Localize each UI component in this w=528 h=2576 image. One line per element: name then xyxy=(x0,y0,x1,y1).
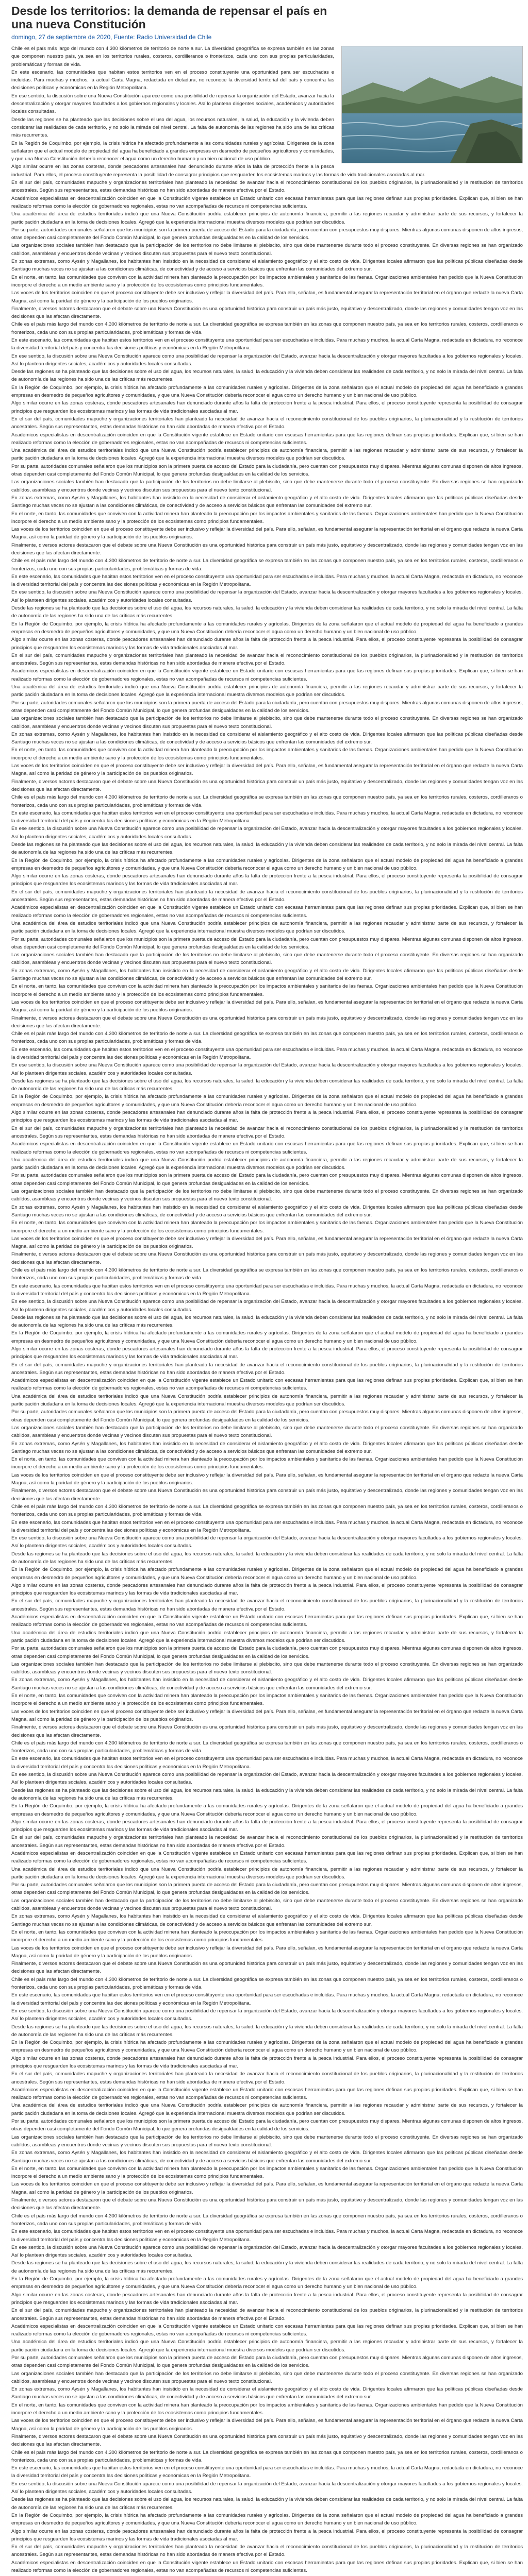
article-paragraph: En la Región de Coquimbo, por ejemplo, la crisis hídrica ha afectado profundamente a las comunidades rurales y agrícolas. Dirigentes de la zona señalaron que el actual modelo de propiedad del agua ha beneficiado a grandes empresas en desmedro de pequeños agricultores y comunidades, y que una Nueva Constitución debería reconocer el agua como un derecho humano y un bien nacional de uso público. xyxy=(11,621,523,635)
article-paragraph: Desde las regiones se ha planteado que las decisiones sobre el uso del agua, los recursos naturales, la salud, la educación y la vivienda deben considerar las realidades de cada territorio, y no solo la mirada del nivel central. La falta de autonomía de las regiones ha sido una de las críticas más recurrentes. xyxy=(11,2260,523,2274)
article-paragraph: En zonas extremas, como Aysén y Magallanes, los habitantes han insistido en la necesidad de considerar el aislamiento geográfico y el alto costo de vida. Dirigentes locales afirmaron que las políticas públicas diseñadas desde Santiago muchas veces no se ajustan a las condiciones climáticas, de conectividad y de acceso a servicios básicos que enfrentan las comunidades del extremo sur. xyxy=(11,968,523,982)
article-paragraph: Algo similar ocurre en las zonas costeras, donde pescadores artesanales han denunciado durante años la falta de protección frente a la pesca industrial. Para ellos, el proceso constituyente representa la posibilidad de consagrar principios que resguarden los ecosistemas marinos y las formas de vida tradicionales asociadas al mar. xyxy=(11,873,523,887)
article-paragraph: En la Región de Coquimbo, por ejemplo, la crisis hídrica ha afectado profundamente a las comunidades rurales y agrícolas. Dirigentes de la zona señalaron que el actual modelo de propiedad del agua ha beneficiado a grandes empresas en desmedro de pequeños agricultores y comunidades, y que una Nueva Constitución debería reconocer el agua como un derecho humano y un bien nacional de uso público. xyxy=(11,1567,523,1581)
article-paragraph: En la Región de Coquimbo, por ejemplo, la crisis hídrica ha afectado profundamente a las comunidades rurales y agrícolas. Dirigentes de la zona señalaron que el actual modelo de propiedad del agua ha beneficiado a grandes empresas en desmedro de pequeños agricultores y comunidades, y que una Nueva Constitución debería reconocer el agua como un derecho humano y un bien nacional de uso público. xyxy=(11,384,523,399)
article-paragraph: Desde las regiones se ha planteado que las decisiones sobre el uso del agua, los recursos naturales, la salud, la educación y la vivienda deben considerar las realidades de cada territorio, y no solo la mirada del nivel central. La falta de autonomía de las regiones ha sido una de las críticas más recurrentes. xyxy=(11,116,334,139)
article-paragraph: En la Región de Coquimbo, por ejemplo, la crisis hídrica ha afectado profundamente a las comunidades rurales y agrícolas. Dirigentes de la zona señalaron que el actual modelo de propiedad del agua ha beneficiado a grandes empresas en desmedro de pequeños agricultores y comunidades, y que una Nueva Constitución debería reconocer el agua como un derecho humano y un bien nacional de uso público. xyxy=(11,2512,523,2527)
article-paragraph: Algo similar ocurre en las zonas costeras, donde pescadores artesanales han denunciado durante años la falta de protección frente a la pesca industrial. Para ellos, el proceso constituyente representa la posibilidad de consagrar principios que resguarden los ecosistemas marinos y las formas de vida tradicionales asociadas al mar. xyxy=(11,1346,523,1360)
article-paragraph: Por su parte, autoridades comunales señalaron que los municipios son la primera puerta de acceso del Estado para la ciudadanía, pero cuentan con presupuestos muy dispares. Mientras algunas comunas disponen de altos ingresos, otras dependen casi completamente del Fondo Común Municipal, lo que genera profundas desigualdades en la calidad de los servicios. xyxy=(11,1882,523,1896)
article-paragraph: Desde las regiones se ha planteado que las decisiones sobre el uso del agua, los recursos naturales, la salud, la educación y la vivienda deben considerar las realidades de cada territorio, y no solo la mirada del nivel central. La falta de autonomía de las regiones ha sido una de las críticas más recurrentes. xyxy=(11,1787,523,1801)
article-paragraph: En el sur del país, comunidades mapuche y organizaciones territoriales han planteado la necesidad de avanzar hacia el reconocimiento constitucional de los pueblos originarios, la plurinacionalidad y la restitución de territorios ancestrales. Según sus representantes, estas demandas históricas no han sido abordadas de manera efectiva por el Estado. xyxy=(11,2308,523,2321)
article-paragraph: Académicos especialistas en descentralización coinciden en que la Constitución vigente establece un Estado unitario con escasas herramientas para que las regiones definan sus propias prioridades. Explican que, si bien se han realizado reformas como la elección de gobernadores regionales, estas no van acompañadas de recursos ni competencias suficientes. xyxy=(11,195,523,209)
article-paragraph: Académicos especialistas en descentralización coinciden en que la Constitución vigente establece un Estado unitario con escasas herramientas para que las regiones definan sus propias prioridades. Explican que, si bien se han realizado reformas como la elección de gobernadores regionales, estas no van acompañadas de recursos ni competencias suficientes. xyxy=(11,2323,523,2337)
article-paragraph: En el norte, en tanto, las comunidades que conviven con la actividad minera han planteado la preocupación por los impactos ambientales y sanitarios de las faenas. Organizaciones ambientales han pedido que la Nueva Constitución incorpore el derecho a un medio ambiente sano y la protección de los ecosistemas como principios fundamentales. xyxy=(11,1220,523,1234)
article-paragraph: En ese sentido, la discusión sobre una Nueva Constitución aparece como una posibilidad de repensar la organización del Estado, avanzar hacia la descentralización y otorgar mayores facultades a los gobiernos regionales y locales. Así lo plantean dirigentes sociales, académicos y autoridades locales consultadas. xyxy=(11,1062,523,1076)
article-paragraph: Desde las regiones se ha planteado que las decisiones sobre el uso del agua, los recursos naturales, la salud, la educación y la vivienda deben considerar las realidades de cada territorio, y no solo la mirada del nivel central. La falta de autonomía de las regiones ha sido una de las críticas más recurrentes. xyxy=(11,1314,523,1329)
article-paragraph: En este escenario, las comunidades que habitan estos territorios ven en el proceso constituyente una oportunidad para ser escuchadas e incluidas. Para muchas y muchos, la actual Carta Magna, redactada en dictadura, no reconoce la diversidad territorial del país y concentra las decisiones políticas y económicas en la Región Metropolitana. xyxy=(11,2229,523,2243)
article-paragraph: Finalmente, diversos actores destacaron que el debate sobre una Nueva Constitución es una oportunidad histórica para construir un país más justo, equitativo y descentralizado, donde las regiones y comunidades tengan voz en las decisiones que las afectan directamente. xyxy=(11,1251,523,1265)
article-paragraph: Por su parte, autoridades comunales señalaron que los municipios son la primera puerta de acceso del Estado para la ciudadanía, pero cuentan con presupuestos muy dispares. Mientras algunas comunas disponen de altos ingresos, otras dependen casi completamente del Fondo Común Municipal, lo que genera profundas desigualdades en la calidad de los servicios. xyxy=(11,2119,523,2132)
article-paragraph: En este escenario, las comunidades que habitan estos territorios ven en el proceso constituyente una oportunidad para ser escuchadas e incluidas. Para muchas y muchos, la actual Carta Magna, redactada en dictadura, no reconoce la diversidad territorial del país y concentra las decisiones políticas y económicas en la Región Metropolitana. xyxy=(11,573,523,588)
article-paragraph: Las organizaciones sociales también han destacado que la participación de los territorios no debe limitarse al plebiscito, sino que debe mantenerse durante todo el proceso constituyente. En diversas regiones se han organizado cabildos, asambleas y encuentros donde vecinas y vecinos discuten sus propuestas para el nuevo texto constitucional. xyxy=(11,1897,523,1912)
article-paragraph: Una académica del área de estudios territoriales indicó que una Nueva Constitución podría establecer principios de autonomía financiera, permitir a las regiones recaudar y administrar parte de sus recursos, y fortalecer la participación ciudadana en la toma de decisiones locales. Agregó que la experiencia internacional muestra diversos modelos que podrían ser discutidos. xyxy=(11,2339,523,2353)
article-paragraph: En zonas extremas, como Aysén y Magallanes, los habitantes han insistido en la necesidad de considerar el aislamiento geográfico y el alto costo de vida. Dirigentes locales afirmaron que las políticas públicas diseñadas desde Santiago muchas veces no se ajustan a las condiciones climáticas, de conectividad y de acceso a servicios básicos que enfrentan las comunidades del extremo sur. xyxy=(11,1913,523,1927)
article-paragraph: En ese sentido, la discusión sobre una Nueva Constitución aparece como una posibilidad de repensar la organización del Estado, avanzar hacia la descentralización y otorgar mayores facultades a los gobiernos regionales y locales. Así lo plantean dirigentes sociales, académicos y autoridades locales consultadas. xyxy=(11,93,334,115)
article-paragraph: Chile es el país más largo del mundo con 4.300 kilómetros de territorio de norte a sur. La diversidad geográfica se expresa también en las zonas que componen nuestro país, ya sea en los territorios rurales, costeros, cordilleranos o fronterizos, cada uno con sus propias particularidades, problemáticas y formas de vida. xyxy=(11,1267,523,1281)
article-paragraph: En zonas extremas, como Aysén y Magallanes, los habitantes han insistido en la necesidad de considerar el aislamiento geográfico y el alto costo de vida. Dirigentes locales afirmaron que las políticas públicas diseñadas desde Santiago muchas veces no se ajustan a las condiciones climáticas, de conectividad y de acceso a servicios básicos que enfrentan las comunidades del extremo sur. xyxy=(11,495,523,509)
article-paragraph: En este escenario, las comunidades que habitan estos territorios ven en el proceso constituyente una oportunidad para ser escuchadas e incluidas. Para muchas y muchos, la actual Carta Magna, redactada en dictadura, no reconoce la diversidad territorial del país y concentra las decisiones políticas y económicas en la Región Metropolitana. xyxy=(11,1519,523,1533)
article-paragraph: Académicos especialistas en descentralización coinciden en que la Constitución vigente establece un Estado unitario con escasas herramientas para que las regiones definan sus propias prioridades. Explican que, si bien se han realizado reformas como la elección de gobernadores regionales, estas no van acompañadas de recursos ni competencias suficientes. xyxy=(11,668,523,682)
article-paragraph: Chile es el país más largo del mundo con 4.300 kilómetros de territorio de norte a sur. La diversidad geográfica se expresa también en las zonas que componen nuestro país, ya sea en los territorios rurales, costeros, cordilleranos o fronterizos, cada uno con sus propias particularidades, problemáticas y formas de vida. xyxy=(11,794,523,808)
article-paragraph: En la Región de Coquimbo, por ejemplo, la crisis hídrica ha afectado profundamente a las comunidades rurales y agrícolas. Dirigentes de la zona señalaron que el actual modelo de propiedad del agua ha beneficiado a grandes empresas en desmedro de pequeños agricultores y comunidades, y que una Nueva Constitución debería reconocer el agua como un derecho humano y un bien nacional de uso público. xyxy=(11,140,334,162)
article-paragraph: En este escenario, las comunidades que habitan estos territorios ven en el proceso constituyente una oportunidad para ser escuchadas e incluidas. Para muchas y muchos, la actual Carta Magna, redactada en dictadura, no reconoce la diversidad territorial del país y concentra las decisiones políticas y económicas en la Región Metropolitana. xyxy=(11,1046,523,1060)
article-paragraph: Desde las regiones se ha planteado que las decisiones sobre el uso del agua, los recursos naturales, la salud, la educación y la vivienda deben considerar las realidades de cada territorio, y no solo la mirada del nivel central. La falta de autonomía de las regiones ha sido una de las críticas más recurrentes. xyxy=(11,605,523,619)
article-paragraph: En la Región de Coquimbo, por ejemplo, la crisis hídrica ha afectado profundamente a las comunidades rurales y agrícolas. Dirigentes de la zona señalaron que el actual modelo de propiedad del agua ha beneficiado a grandes empresas en desmedro de pequeños agricultores y comunidades, y que una Nueva Constitución debería reconocer el agua como un derecho humano y un bien nacional de uso público. xyxy=(11,2276,523,2290)
article-paragraph: En la Región de Coquimbo, por ejemplo, la crisis hídrica ha afectado profundamente a las comunidades rurales y agrícolas. Dirigentes de la zona señalaron que el actual modelo de propiedad del agua ha beneficiado a grandes empresas en desmedro de pequeños agricultores y comunidades, y que una Nueva Constitución debería reconocer el agua como un derecho humano y un bien nacional de uso público. xyxy=(11,857,523,871)
article-paragraph: Las voces de los territorios coinciden en que el proceso constituyente debe ser inclusivo y reflejar la diversidad del país. Para ello, señalan, es fundamental asegurar la representación territorial en el órgano que redacte la nueva Carta Magna, así como la paridad de género y la participación de los pueblos originarios. xyxy=(11,1472,523,1486)
article-paragraph: En zonas extremas, como Aysén y Magallanes, los habitantes han insistido en la necesidad de considerar el aislamiento geográfico y el alto costo de vida. Dirigentes locales afirmaron que las políticas públicas diseñadas desde Santiago muchas veces no se ajustan a las condiciones climáticas, de conectividad y de acceso a servicios básicos que enfrentan las comunidades del extremo sur. xyxy=(11,2386,523,2400)
article-paragraph: Finalmente, diversos actores destacaron que el debate sobre una Nueva Constitución es una oportunidad histórica para construir un país más justo, equitativo y descentralizado, donde las regiones y comunidades tengan voz en las decisiones que las afectan directamente. xyxy=(11,1961,523,1975)
article-paragraph: Una académica del área de estudios territoriales indicó que una Nueva Constitución podría establecer principios de autonomía financiera, permitir a las regiones recaudar y administrar parte de sus recursos, y fortalecer la participación ciudadana en la toma de decisiones locales. Agregó que la experiencia internacional muestra diversos modelos que podrían ser discutidos. xyxy=(11,448,523,462)
article-title: Desde los territorios: la demanda de repensar el país en una nueva Constitución xyxy=(11,4,327,31)
article-paragraph: En el norte, en tanto, las comunidades que conviven con la actividad minera han planteado la preocupación por los impactos ambientales y sanitarios de las faenas. Organizaciones ambientales han pedido que la Nueva Constitución incorpore el derecho a un medio ambiente sano y la protección de los ecosistemas como principios fundamentales. xyxy=(11,1929,523,1943)
article-paragraph: Chile es el país más largo del mundo con 4.300 kilómetros de territorio de norte a sur. La diversidad geográfica se expresa también en las zonas que componen nuestro país, ya sea en los territorios rurales, costeros, cordilleranos o fronterizos, cada uno con sus propias particularidades, problemáticas y formas de vida. xyxy=(11,1031,523,1045)
article-paragraph: Las organizaciones sociales también han destacado que la participación de los territorios no debe limitarse al plebiscito, sino que debe mantenerse durante todo el proceso constituyente. En diversas regiones se han organizado cabildos, asambleas y encuentros donde vecinas y vecinos discuten sus propuestas para el nuevo texto constitucional. xyxy=(11,2370,523,2384)
article-paragraph: Algo similar ocurre en las zonas costeras, donde pescadores artesanales han denunciado durante años la falta de protección frente a la pesca industrial. Para ellos, el proceso constituyente representa la posibilidad de consagrar principios que resguarden los ecosistemas marinos y las formas de vida tradicionales asociadas al mar. xyxy=(11,637,523,651)
article-paragraph: Académicos especialistas en descentralización coinciden en que la Constitución vigente establece un Estado unitario con escasas herramientas para que las regiones definan sus propias prioridades. Explican que, si bien se han realizado reformas como la elección de gobernadores regionales, estas no van acompañadas de recursos ni competencias suficientes. xyxy=(11,1378,523,1392)
article-paragraph: En la Región de Coquimbo, por ejemplo, la crisis hídrica ha afectado profundamente a las comunidades rurales y agrícolas. Dirigentes de la zona señalaron que el actual modelo de propiedad del agua ha beneficiado a grandes empresas en desmedro de pequeños agricultores y comunidades, y que una Nueva Constitución debería reconocer el agua como un derecho humano y un bien nacional de uso público. xyxy=(11,1803,523,1817)
article-paragraph: En el norte, en tanto, las comunidades que conviven con la actividad minera han planteado la preocupación por los impactos ambientales y sanitarios de las faenas. Organizaciones ambientales han pedido que la Nueva Constitución incorpore el derecho a un medio ambiente sano y la protección de los ecosistemas como principios fundamentales. xyxy=(11,274,523,288)
article-paragraph: En zonas extremas, como Aysén y Magallanes, los habitantes han insistido en la necesidad de considerar el aislamiento geográfico y el alto costo de vida. Dirigentes locales afirmaron que las políticas públicas diseñadas desde Santiago muchas veces no se ajustan a las condiciones climáticas, de conectividad y de acceso a servicios básicos que enfrentan las comunidades del extremo sur. xyxy=(11,1204,523,1218)
article-paragraph: Las voces de los territorios coinciden en que el proceso constituyente debe ser inclusivo y reflejar la diversidad del país. Para ello, señalan, es fundamental asegurar la representación territorial en el órgano que redacte la nueva Carta Magna, así como la paridad de género y la participación de los pueblos originarios. xyxy=(11,1708,523,1722)
article-paragraph: En el norte, en tanto, las comunidades que conviven con la actividad minera han planteado la preocupación por los impactos ambientales y sanitarios de las faenas. Organizaciones ambientales han pedido que la Nueva Constitución incorpore el derecho a un medio ambiente sano y la protección de los ecosistemas como principios fundamentales. xyxy=(11,1693,523,1707)
article-paragraph: En zonas extremas, como Aysén y Magallanes, los habitantes han insistido en la necesidad de considerar el aislamiento geográfico y el alto costo de vida. Dirigentes locales afirmaron que las políticas públicas diseñadas desde Santiago muchas veces no se ajustan a las condiciones climáticas, de conectividad y de acceso a servicios básicos que enfrentan las comunidades del extremo sur. xyxy=(11,1440,523,1454)
article-paragraph: Por su parte, autoridades comunales señalaron que los municipios son la primera puerta de acceso del Estado para la ciudadanía, pero cuentan con presupuestos muy dispares. Mientras algunas comunas disponen de altos ingresos, otras dependen casi completamente del Fondo Común Municipal, lo que genera profundas desigualdades en la calidad de los servicios. xyxy=(11,1646,523,1659)
article-paragraph: Algo similar ocurre en las zonas costeras, donde pescadores artesanales han denunciado durante años la falta de protección frente a la pesca industrial. Para ellos, el proceso constituyente representa la posibilidad de consagrar principios que resguarden los ecosistemas marinos y las formas de vida tradicionales asociadas al mar. xyxy=(11,400,523,414)
article-paragraph: En ese sentido, la discusión sobre una Nueva Constitución aparece como una posibilidad de repensar la organización del Estado, avanzar hacia la descentralización y otorgar mayores facultades a los gobiernos regionales y locales. Así lo plantean dirigentes sociales, académicos y autoridades locales consultadas. xyxy=(11,2008,523,2022)
article-paragraph: Algo similar ocurre en las zonas costeras, donde pescadores artesanales han denunciado durante años la falta de protección frente a la pesca industrial. Para ellos, el proceso constituyente representa la posibilidad de consagrar principios que resguarden los ecosistemas marinos y las formas de vida tradicionales asociadas al mar. xyxy=(11,1582,523,1597)
article-paragraph: Algo similar ocurre en las zonas costeras, donde pescadores artesanales han denunciado durante años la falta de protección frente a la pesca industrial. Para ellos, el proceso constituyente representa la posibilidad de consagrar principios que resguarden los ecosistemas marinos y las formas de vida tradicionales asociadas al mar. xyxy=(11,2528,523,2542)
article-paragraph: En este escenario, las comunidades que habitan estos territorios ven en el proceso constituyente una oportunidad para ser escuchadas e incluidas. Para muchas y muchos, la actual Carta Magna, redactada en dictadura, no reconoce la diversidad territorial del país y concentra las decisiones políticas y económicas en la Región Metropolitana. xyxy=(11,1756,523,1770)
article-paragraph: Académicos especialistas en descentralización coinciden en que la Constitución vigente establece un Estado unitario con escasas herramientas para que las regiones definan sus propias prioridades. Explican que, si bien se han realizado reformas como la elección de gobernadores regionales, estas no van acompañadas de recursos ni competencias suficientes. xyxy=(11,1850,523,1865)
article-paragraph: Una académica del área de estudios territoriales indicó que una Nueva Constitución podría establecer principios de autonomía financiera, permitir a las regiones recaudar y administrar parte de sus recursos, y fortalecer la participación ciudadana en la toma de decisiones locales. Agregó que la experiencia internacional muestra diversos modelos que podrían ser discutidos. xyxy=(11,211,523,225)
article-paragraph: Chile es el país más largo del mundo con 4.300 kilómetros de territorio de norte a sur. La diversidad geográfica se expresa también en las zonas que componen nuestro país, ya sea en los territorios rurales, costeros, cordilleranos o fronterizos, cada uno con sus propias particularidades, problemáticas y formas de vida. xyxy=(11,321,523,335)
article-paragraph: Las organizaciones sociales también han destacado que la participación de los territorios no debe limitarse al plebiscito, sino que debe mantenerse durante todo el proceso constituyente. En diversas regiones se han organizado cabildos, asambleas y encuentros donde vecinas y vecinos discuten sus propuestas para el nuevo texto constitucional. xyxy=(11,243,523,257)
article-paragraph: Finalmente, diversos actores destacaron que el debate sobre una Nueva Constitución es una oportunidad histórica para construir un país más justo, equitativo y descentralizado, donde las regiones y comunidades tengan voz en las decisiones que las afectan directamente. xyxy=(11,1488,523,1502)
article-paragraph: En el sur del país, comunidades mapuche y organizaciones territoriales han planteado la necesidad de avanzar hacia el reconocimiento constitucional de los pueblos originarios, la plurinacionalidad y la restitución de territorios ancestrales. Según sus representantes, estas demandas históricas no han sido abordadas de manera efectiva por el Estado. xyxy=(11,652,523,667)
article-paragraph: En zonas extremas, como Aysén y Magallanes, los habitantes han insistido en la necesidad de considerar el aislamiento geográfico y el alto costo de vida. Dirigentes locales afirmaron que las políticas públicas diseñadas desde Santiago muchas veces no se ajustan a las condiciones climáticas, de conectividad y de acceso a servicios básicos que enfrentan las comunidades del extremo sur. xyxy=(11,731,523,745)
article-paragraph: Las voces de los territorios coinciden en que el proceso constituyente debe ser inclusivo y reflejar la diversidad del país. Para ello, señalan, es fundamental asegurar la representación territorial en el órgano que redacte la nueva Carta Magna, así como la paridad de género y la participación de los pueblos originarios. xyxy=(11,527,523,540)
article-paragraph: Académicos especialistas en descentralización coinciden en que la Constitución vigente establece un Estado unitario con escasas herramientas para que las regiones definan sus propias prioridades. Explican que, si bien se han realizado reformas como la elección de gobernadores regionales, estas no van acompañadas de recursos ni competencias suficientes. xyxy=(11,905,523,919)
article-paragraph: Las organizaciones sociales también han destacado que la participación de los territorios no debe limitarse al plebiscito, sino que debe mantenerse durante todo el proceso constituyente. En diversas regiones se han organizado cabildos, asambleas y encuentros donde vecinas y vecinos discuten sus propuestas para el nuevo texto constitucional. xyxy=(11,1661,523,1675)
article-paragraph: Académicos especialistas en descentralización coinciden en que la Constitución vigente establece un Estado unitario con escasas herramientas para que las regiones definan sus propias prioridades. Explican que, si bien se han realizado reformas como la elección de gobernadores regionales, estas no van acompañadas de recursos ni competencias suficientes. xyxy=(11,2087,523,2101)
article-paragraph: Finalmente, diversos actores destacaron que el debate sobre una Nueva Constitución es una oportunidad histórica para construir un país más justo, equitativo y descentralizado, donde las regiones y comunidades tengan voz en las decisiones que las afectan directamente. xyxy=(11,1015,523,1029)
article-paragraph: Por su parte, autoridades comunales señalaron que los municipios son la primera puerta de acceso del Estado para la ciudadanía, pero cuentan con presupuestos muy dispares. Mientras algunas comunas disponen de altos ingresos, otras dependen casi completamente del Fondo Común Municipal, lo que genera profundas desigualdades en la calidad de los servicios. xyxy=(11,463,523,478)
article-paragraph: En el sur del país, comunidades mapuche y organizaciones territoriales han planteado la necesidad de avanzar hacia el reconocimiento constitucional de los pueblos originarios, la plurinacionalidad y la restitución de territorios ancestrales. Según sus representantes, estas demandas históricas no han sido abordadas de manera efectiva por el Estado. xyxy=(11,1362,523,1376)
article-paragraph: En el sur del país, comunidades mapuche y organizaciones territoriales han planteado la necesidad de avanzar hacia el reconocimiento constitucional de los pueblos originarios, la plurinacionalidad y la restitución de territorios ancestrales. Según sus representantes, estas demandas históricas no han sido abordadas de manera efectiva por el Estado. xyxy=(11,416,523,430)
article-paragraph: Por su parte, autoridades comunales señalaron que los municipios son la primera puerta de acceso del Estado para la ciudadanía, pero cuentan con presupuestos muy dispares. Mientras algunas comunas disponen de altos ingresos, otras dependen casi completamente del Fondo Común Municipal, lo que genera profundas desigualdades en la calidad de los servicios. xyxy=(11,700,523,714)
article-paragraph: En el sur del país, comunidades mapuche y organizaciones territoriales han planteado la necesidad de avanzar hacia el reconocimiento constitucional de los pueblos originarios, la plurinacionalidad y la restitución de territorios ancestrales. Según sus representantes, estas demandas históricas no han sido abordadas de manera efectiva por el Estado. xyxy=(11,1125,523,1139)
article-paragraph: Las voces de los territorios coinciden en que el proceso constituyente debe ser inclusivo y reflejar la diversidad del país. Para ello, señalan, es fundamental asegurar la representación territorial en el órgano que redacte la nueva Carta Magna, así como la paridad de género y la participación de los pueblos originarios. xyxy=(11,290,523,304)
article-body xyxy=(11,45,523,2576)
article-paragraph: Algo similar ocurre en las zonas costeras, donde pescadores artesanales han denunciado durante años la falta de protección frente a la pesca industrial. Para ellos, el proceso constituyente representa la posibilidad de consagrar principios que resguarden los ecosistemas marinos y las formas de vida tradicionales asociadas al mar. xyxy=(11,2055,523,2069)
article-paragraph: Académicos especialistas en descentralización coinciden en que la Constitución vigente establece un Estado unitario con escasas herramientas para que las regiones definan sus propias prioridades. Explican que, si bien se han realizado reformas como la elección de gobernadores regionales, estas no van acompañadas de recursos ni competencias suficientes. xyxy=(11,2560,523,2573)
article-paragraph: En ese sentido, la discusión sobre una Nueva Constitución aparece como una posibilidad de repensar la organización del Estado, avanzar hacia la descentralización y otorgar mayores facultades a los gobiernos regionales y locales. Así lo plantean dirigentes sociales, académicos y autoridades locales consultadas. xyxy=(11,1535,523,1549)
article-paragraph: En el norte, en tanto, las comunidades que conviven con la actividad minera han planteado la preocupación por los impactos ambientales y sanitarios de las faenas. Organizaciones ambientales han pedido que la Nueva Constitución incorpore el derecho a un medio ambiente sano y la protección de los ecosistemas como principios fundamentales. xyxy=(11,2402,523,2416)
article-paragraph: Chile es el país más largo del mundo con 4.300 kilómetros de territorio de norte a sur. La diversidad geográfica se expresa también en las zonas que componen nuestro país, ya sea en los territorios rurales, costeros, cordilleranos o fronterizos, cada uno con sus propias particularidades, problemáticas y formas de vida. xyxy=(11,2449,523,2463)
article-paragraph: Por su parte, autoridades comunales señalaron que los municipios son la primera puerta de acceso del Estado para la ciudadanía, pero cuentan con presupuestos muy dispares. Mientras algunas comunas disponen de altos ingresos, otras dependen casi completamente del Fondo Común Municipal, lo que genera profundas desigualdades en la calidad de los servicios. xyxy=(11,1173,523,1187)
article-paragraph: Chile es el país más largo del mundo con 4.300 kilómetros de territorio de norte a sur. La diversidad geográfica se expresa también en las zonas que componen nuestro país, ya sea en los territorios rurales, costeros, cordilleranos o fronterizos, cada uno con sus propias particularidades, problemáticas y formas de vida. xyxy=(11,46,334,67)
article-paragraph: Desde las regiones se ha planteado que las decisiones sobre el uso del agua, los recursos naturales, la salud, la educación y la vivienda deben considerar las realidades de cada territorio, y no solo la mirada del nivel central. La falta de autonomía de las regiones ha sido una de las críticas más recurrentes. xyxy=(11,369,523,383)
article-paragraph: Chile es el país más largo del mundo con 4.300 kilómetros de territorio de norte a sur. La diversidad geográfica se expresa también en las zonas que componen nuestro país, ya sea en los territorios rurales, costeros, cordilleranos o fronterizos, cada uno con sus propias particularidades, problemáticas y formas de vida. xyxy=(11,1740,523,1754)
article-paragraph: En la Región de Coquimbo, por ejemplo, la crisis hídrica ha afectado profundamente a las comunidades rurales y agrícolas. Dirigentes de la zona señalaron que el actual modelo de propiedad del agua ha beneficiado a grandes empresas en desmedro de pequeños agricultores y comunidades, y que una Nueva Constitución debería reconocer el agua como un derecho humano y un bien nacional de uso público. xyxy=(11,1330,523,1344)
article-paragraph: Finalmente, diversos actores destacaron que el debate sobre una Nueva Constitución es una oportunidad histórica para construir un país más justo, equitativo y descentralizado, donde las regiones y comunidades tengan voz en las decisiones que las afectan directamente. xyxy=(11,2433,523,2448)
article-paragraph: Chile es el país más largo del mundo con 4.300 kilómetros de territorio de norte a sur. La diversidad geográfica se expresa también en las zonas que componen nuestro país, ya sea en los territorios rurales, costeros, cordilleranos o fronterizos, cada uno con sus propias particularidades, problemáticas y formas de vida. xyxy=(11,2213,523,2227)
article-paragraph: Una académica del área de estudios territoriales indicó que una Nueva Constitución podría establecer principios de autonomía financiera, permitir a las regiones recaudar y administrar parte de sus recursos, y fortalecer la participación ciudadana en la toma de decisiones locales. Agregó que la experiencia internacional muestra diversos modelos que podrían ser discutidos. xyxy=(11,1393,523,1408)
article-paragraph: En el norte, en tanto, las comunidades que conviven con la actividad minera han planteado la preocupación por los impactos ambientales y sanitarios de las faenas. Organizaciones ambientales han pedido que la Nueva Constitución incorpore el derecho a un medio ambiente sano y la protección de los ecosistemas como principios fundamentales. xyxy=(11,984,523,997)
article-paragraph: Desde las regiones se ha planteado que las decisiones sobre el uso del agua, los recursos naturales, la salud, la educación y la vivienda deben considerar las realidades de cada territorio, y no solo la mirada del nivel central. La falta de autonomía de las regiones ha sido una de las críticas más recurrentes. xyxy=(11,1551,523,1565)
article-paragraph: Desde las regiones se ha planteado que las decisiones sobre el uso del agua, los recursos naturales, la salud, la educación y la vivienda deben considerar las realidades de cada territorio, y no solo la mirada del nivel central. La falta de autonomía de las regiones ha sido una de las críticas más recurrentes. xyxy=(11,2497,523,2511)
article-paragraph: En ese sentido, la discusión sobre una Nueva Constitución aparece como una posibilidad de repensar la organización del Estado, avanzar hacia la descentralización y otorgar mayores facultades a los gobiernos regionales y locales. Así lo plantean dirigentes sociales, académicos y autoridades locales consultadas. xyxy=(11,2481,523,2495)
article-paragraph: Por su parte, autoridades comunales señalaron que los municipios son la primera puerta de acceso del Estado para la ciudadanía, pero cuentan con presupuestos muy dispares. Mientras algunas comunas disponen de altos ingresos, otras dependen casi completamente del Fondo Común Municipal, lo que genera profundas desigualdades en la calidad de los servicios. xyxy=(11,1409,523,1423)
article-paragraph: Finalmente, diversos actores destacaron que el debate sobre una Nueva Constitución es una oportunidad histórica para construir un país más justo, equitativo y descentralizado, donde las regiones y comunidades tengan voz en las decisiones que las afectan directamente. xyxy=(11,542,523,556)
article-paragraph: Académicos especialistas en descentralización coinciden en que la Constitución vigente establece un Estado unitario con escasas herramientas para que las regiones definan sus propias prioridades. Explican que, si bien se han realizado reformas como la elección de gobernadores regionales, estas no van acompañadas de recursos ni competencias suficientes. xyxy=(11,1141,523,1155)
article-paragraph: Las voces de los territorios coinciden en que el proceso constituyente debe ser inclusivo y reflejar la diversidad del país. Para ello, señalan, es fundamental asegurar la representación territorial en el órgano que redacte la nueva Carta Magna, así como la paridad de género y la participación de los pueblos originarios. xyxy=(11,763,523,777)
article-paragraph: Una académica del área de estudios territoriales indicó que una Nueva Constitución podría establecer principios de autonomía financiera, permitir a las regiones recaudar y administrar parte de sus recursos, y fortalecer la participación ciudadana en la toma de decisiones locales. Agregó que la experiencia internacional muestra diversos modelos que podrían ser discutidos. xyxy=(11,2103,523,2116)
article-paragraph: En el sur del país, comunidades mapuche y organizaciones territoriales han planteado la necesidad de avanzar hacia el reconocimiento constitucional de los pueblos originarios, la plurinacionalidad y la restitución de territorios ancestrales. Según sus representantes, estas demandas históricas no han sido abordadas de manera efectiva por el Estado. xyxy=(11,1835,523,1849)
article-paragraph: En el sur del país, comunidades mapuche y organizaciones territoriales han planteado la necesidad de avanzar hacia el reconocimiento constitucional de los pueblos originarios, la plurinacionalidad y la restitución de territorios ancestrales. Según sus representantes, estas demandas históricas no han sido abordadas de manera efectiva por el Estado. xyxy=(11,2544,523,2558)
article-paragraph: En este escenario, las comunidades que habitan estos territorios ven en el proceso constituyente una oportunidad para ser escuchadas e incluidas. Para muchas y muchos, la actual Carta Magna, redactada en dictadura, no reconoce la diversidad territorial del país y concentra las decisiones políticas y económicas en la Región Metropolitana. xyxy=(11,1283,523,1297)
article-paragraph: Finalmente, diversos actores destacaron que el debate sobre una Nueva Constitución es una oportunidad histórica para construir un país más justo, equitativo y descentralizado, donde las regiones y comunidades tengan voz en las decisiones que las afectan directamente. xyxy=(11,1724,523,1738)
article-paragraph: Una académica del área de estudios territoriales indicó que una Nueva Constitución podría establecer principios de autonomía financiera, permitir a las regiones recaudar y administrar parte de sus recursos, y fortalecer la participación ciudadana en la toma de decisiones locales. Agregó que la experiencia internacional muestra diversos modelos que podrían ser discutidos. xyxy=(11,1630,523,1643)
article-paragraph: En este escenario, las comunidades que habitan estos territorios ven en el proceso constituyente una oportunidad para ser escuchadas e incluidas. Para muchas y muchos, la actual Carta Magna, redactada en dictadura, no reconoce la diversidad territorial del país y concentra las decisiones políticas y económicas en la Región Metropolitana. xyxy=(11,69,334,91)
article-paragraph: Las organizaciones sociales también han destacado que la participación de los territorios no debe limitarse al plebiscito, sino que debe mantenerse durante todo el proceso constituyente. En diversas regiones se han organizado cabildos, asambleas y encuentros donde vecinas y vecinos discuten sus propuestas para el nuevo texto constitucional. xyxy=(11,1189,523,1202)
article-paragraph: Las voces de los territorios coinciden en que el proceso constituyente debe ser inclusivo y reflejar la diversidad del país. Para ello, señalan, es fundamental asegurar la representación territorial en el órgano que redacte la nueva Carta Magna, así como la paridad de género y la participación de los pueblos originarios. xyxy=(11,1235,523,1250)
article-paragraph: Finalmente, diversos actores destacaron que el debate sobre una Nueva Constitución es una oportunidad histórica para construir un país más justo, equitativo y descentralizado, donde las regiones y comunidades tengan voz en las decisiones que las afectan directamente. xyxy=(11,778,523,792)
article-date: domingo, 27 de septiembre de 2020 xyxy=(11,33,111,41)
article-source: Fuente: Radio Universidad de Chile xyxy=(113,33,212,41)
article-paragraph: En este escenario, las comunidades que habitan estos territorios ven en el proceso constituyente una oportunidad para ser escuchadas e incluidas. Para muchas y muchos, la actual Carta Magna, redactada en dictadura, no reconoce la diversidad territorial del país y concentra las decisiones políticas y económicas en la Región Metropolitana. xyxy=(11,810,523,824)
article-paragraph: Chile es el país más largo del mundo con 4.300 kilómetros de territorio de norte a sur. La diversidad geográfica se expresa también en las zonas que componen nuestro país, ya sea en los territorios rurales, costeros, cordilleranos o fronterizos, cada uno con sus propias particularidades, problemáticas y formas de vida. xyxy=(11,1503,523,1518)
article-paragraph: Chile es el país más largo del mundo con 4.300 kilómetros de territorio de norte a sur. La diversidad geográfica se expresa también en las zonas que componen nuestro país, ya sea en los territorios rurales, costeros, cordilleranos o fronterizos, cada uno con sus propias particularidades, problemáticas y formas de vida. xyxy=(11,558,523,572)
article-paragraph: En ese sentido, la discusión sobre una Nueva Constitución aparece como una posibilidad de repensar la organización del Estado, avanzar hacia la descentralización y otorgar mayores facultades a los gobiernos regionales y locales. Así lo plantean dirigentes sociales, académicos y autoridades locales consultadas. xyxy=(11,826,523,840)
article-paragraph: Una académica del área de estudios territoriales indicó que una Nueva Constitución podría establecer principios de autonomía financiera, permitir a las regiones recaudar y administrar parte de sus recursos, y fortalecer la participación ciudadana en la toma de decisiones locales. Agregó que la experiencia internacional muestra diversos modelos que podrían ser discutidos. xyxy=(11,684,523,698)
article-paragraph: En el sur del país, comunidades mapuche y organizaciones territoriales han planteado la necesidad de avanzar hacia el reconocimiento constitucional de los pueblos originarios, la plurinacionalidad y la restitución de territorios ancestrales. Según sus representantes, estas demandas históricas no han sido abordadas de manera efectiva por el Estado. xyxy=(11,889,523,903)
article-paragraph: Desde las regiones se ha planteado que las decisiones sobre el uso del agua, los recursos naturales, la salud, la educación y la vivienda deben considerar las realidades de cada territorio, y no solo la mirada del nivel central. La falta de autonomía de las regiones ha sido una de las críticas más recurrentes. xyxy=(11,1078,523,1092)
article-paragraph: En ese sentido, la discusión sobre una Nueva Constitución aparece como una posibilidad de repensar la organización del Estado, avanzar hacia la descentralización y otorgar mayores facultades a los gobiernos regionales y locales. Así lo plantean dirigentes sociales, académicos y autoridades locales consultadas. xyxy=(11,1299,523,1313)
article-paragraph: En la Región de Coquimbo, por ejemplo, la crisis hídrica ha afectado profundamente a las comunidades rurales y agrícolas. Dirigentes de la zona señalaron que el actual modelo de propiedad del agua ha beneficiado a grandes empresas en desmedro de pequeños agricultores y comunidades, y que una Nueva Constitución debería reconocer el agua como un derecho humano y un bien nacional de uso público. xyxy=(11,2040,523,2054)
article-paragraph: Algo similar ocurre en las zonas costeras, donde pescadores artesanales han denunciado durante años la falta de protección frente a la pesca industrial. Para ellos, el proceso constituyente representa la posibilidad de consagrar principios que resguarden los ecosistemas marinos y las formas de vida tradicionales asociadas al mar. xyxy=(11,164,426,178)
meta-separator: , xyxy=(110,33,114,41)
article-paragraph: Algo similar ocurre en las zonas costeras, donde pescadores artesanales han denunciado durante años la falta de protección frente a la pesca industrial. Para ellos, el proceso constituyente representa la posibilidad de consagrar principios que resguarden los ecosistemas marinos y las formas de vida tradicionales asociadas al mar. xyxy=(11,1819,523,1833)
article-paragraph: Desde las regiones se ha planteado que las decisiones sobre el uso del agua, los recursos naturales, la salud, la educación y la vivienda deben considerar las realidades de cada territorio, y no solo la mirada del nivel central. La falta de autonomía de las regiones ha sido una de las críticas más recurrentes. xyxy=(11,2024,523,2038)
article-paragraph: Finalmente, diversos actores destacaron que el debate sobre una Nueva Constitución es una oportunidad histórica para construir un país más justo, equitativo y descentralizado, donde las regiones y comunidades tengan voz en las decisiones que las afectan directamente. xyxy=(11,306,523,320)
article-paragraph: En este escenario, las comunidades que habitan estos territorios ven en el proceso constituyente una oportunidad para ser escuchadas e incluidas. Para muchas y muchos, la actual Carta Magna, redactada en dictadura, no reconoce la diversidad territorial del país y concentra las decisiones políticas y económicas en la Región Metropolitana. xyxy=(11,2465,523,2479)
article-paragraph: Algo similar ocurre en las zonas costeras, donde pescadores artesanales han denunciado durante años la falta de protección frente a la pesca industrial. Para ellos, el proceso constituyente representa la posibilidad de consagrar principios que resguarden los ecosistemas marinos y las formas de vida tradicionales asociadas al mar. xyxy=(11,2292,523,2306)
article-paragraph: En ese sentido, la discusión sobre una Nueva Constitución aparece como una posibilidad de repensar la organización del Estado, avanzar hacia la descentralización y otorgar mayores facultades a los gobiernos regionales y locales. Así lo plantean dirigentes sociales, académicos y autoridades locales consultadas. xyxy=(11,353,523,367)
article-paragraph: En este escenario, las comunidades que habitan estos territorios ven en el proceso constituyente una oportunidad para ser escuchadas e incluidas. Para muchas y muchos, la actual Carta Magna, redactada en dictadura, no reconoce la diversidad territorial del país y concentra las decisiones políticas y económicas en la Región Metropolitana. xyxy=(11,1992,523,2006)
article-paragraph: Las voces de los territorios coinciden en que el proceso constituyente debe ser inclusivo y reflejar la diversidad del país. Para ello, señalan, es fundamental asegurar la representación territorial en el órgano que redacte la nueva Carta Magna, así como la paridad de género y la participación de los pueblos originarios. xyxy=(11,1945,523,1959)
article-paragraph: En el norte, en tanto, las comunidades que conviven con la actividad minera han planteado la preocupación por los impactos ambientales y sanitarios de las faenas. Organizaciones ambientales han pedido que la Nueva Constitución incorpore el derecho a un medio ambiente sano y la protección de los ecosistemas como principios fundamentales. xyxy=(11,1456,523,1470)
article-paragraph: Las organizaciones sociales también han destacado que la participación de los territorios no debe limitarse al plebiscito, sino que debe mantenerse durante todo el proceso constituyente. En diversas regiones se han organizado cabildos, asambleas y encuentros donde vecinas y vecinos discuten sus propuestas para el nuevo texto constitucional. xyxy=(11,1425,523,1439)
article-paragraph: En zonas extremas, como Aysén y Magallanes, los habitantes han insistido en la necesidad de considerar el aislamiento geográfico y el alto costo de vida. Dirigentes locales afirmaron que las políticas públicas diseñadas desde Santiago muchas veces no se ajustan a las condiciones climáticas, de conectividad y de acceso a servicios básicos que enfrentan las comunidades del extremo sur. xyxy=(11,2150,523,2164)
article-paragraph: Las organizaciones sociales también han destacado que la participación de los territorios no debe limitarse al plebiscito, sino que debe mantenerse durante todo el proceso constituyente. En diversas regiones se han organizado cabildos, asambleas y encuentros donde vecinas y vecinos discuten sus propuestas para el nuevo texto constitucional. xyxy=(11,716,523,730)
coastal-landscape-image xyxy=(342,46,522,163)
article-meta xyxy=(11,33,523,41)
article-paragraph: Las organizaciones sociales también han destacado que la participación de los territorios no debe limitarse al plebiscito, sino que debe mantenerse durante todo el proceso constituyente. En diversas regiones se han organizado cabildos, asambleas y encuentros donde vecinas y vecinos discuten sus propuestas para el nuevo texto constitucional. xyxy=(11,2134,523,2148)
article-paragraph: En el sur del país, comunidades mapuche y organizaciones territoriales han planteado la necesidad de avanzar hacia el reconocimiento constitucional de los pueblos originarios, la plurinacionalidad y la restitución de territorios ancestrales. Según sus representantes, estas demandas históricas no han sido abordadas de manera efectiva por el Estado. xyxy=(11,180,523,194)
article-paragraph: En zonas extremas, como Aysén y Magallanes, los habitantes han insistido en la necesidad de considerar el aislamiento geográfico y el alto costo de vida. Dirigentes locales afirmaron que las políticas públicas diseñadas desde Santiago muchas veces no se ajustan a las condiciones climáticas, de conectividad y de acceso a servicios básicos que enfrentan las comunidades del extremo sur. xyxy=(11,1677,523,1691)
article-paragraph: En ese sentido, la discusión sobre una Nueva Constitución aparece como una posibilidad de repensar la organización del Estado, avanzar hacia la descentralización y otorgar mayores facultades a los gobiernos regionales y locales. Así lo plantean dirigentes sociales, académicos y autoridades locales consultadas. xyxy=(11,2244,523,2259)
article-paragraph: En ese sentido, la discusión sobre una Nueva Constitución aparece como una posibilidad de repensar la organización del Estado, avanzar hacia la descentralización y otorgar mayores facultades a los gobiernos regionales y locales. Así lo plantean dirigentes sociales, académicos y autoridades locales consultadas. xyxy=(11,589,523,603)
article-paragraph: Académicos especialistas en descentralización coinciden en que la Constitución vigente establece un Estado unitario con escasas herramientas para que las regiones definan sus propias prioridades. Explican que, si bien se han realizado reformas como la elección de gobernadores regionales, estas no van acompañadas de recursos ni competencias suficientes. xyxy=(11,432,523,446)
article-paragraph: Algo similar ocurre en las zonas costeras, donde pescadores artesanales han denunciado durante años la falta de protección frente a la pesca industrial. Para ellos, el proceso constituyente representa la posibilidad de consagrar principios que resguarden los ecosistemas marinos y las formas de vida tradicionales asociadas al mar. xyxy=(11,1110,523,1124)
article-paragraph: Por su parte, autoridades comunales señalaron que los municipios son la primera puerta de acceso del Estado para la ciudadanía, pero cuentan con presupuestos muy dispares. Mientras algunas comunas disponen de altos ingresos, otras dependen casi completamente del Fondo Común Municipal, lo que genera profundas desigualdades en la calidad de los servicios. xyxy=(11,2354,523,2369)
article-paragraph: En el sur del país, comunidades mapuche y organizaciones territoriales han planteado la necesidad de avanzar hacia el reconocimiento constitucional de los pueblos originarios, la plurinacionalidad y la restitución de territorios ancestrales. Según sus representantes, estas demandas históricas no han sido abordadas de manera efectiva por el Estado. xyxy=(11,1598,523,1612)
article-paragraph: En ese sentido, la discusión sobre una Nueva Constitución aparece como una posibilidad de repensar la organización del Estado, avanzar hacia la descentralización y otorgar mayores facultades a los gobiernos regionales y locales. Así lo plantean dirigentes sociales, académicos y autoridades locales consultadas. xyxy=(11,1772,523,1786)
article-paragraph: Una académica del área de estudios territoriales indicó que una Nueva Constitución podría establecer principios de autonomía financiera, permitir a las regiones recaudar y administrar parte de sus recursos, y fortalecer la participación ciudadana en la toma de decisiones locales. Agregó que la experiencia internacional muestra diversos modelos que podrían ser discutidos. xyxy=(11,1157,523,1171)
article-paragraph: En zonas extremas, como Aysén y Magallanes, los habitantes han insistido en la necesidad de considerar el aislamiento geográfico y el alto costo de vida. Dirigentes locales afirmaron que las políticas públicas diseñadas desde Santiago muchas veces no se ajustan a las condiciones climáticas, de conectividad y de acceso a servicios básicos que enfrentan las comunidades del extremo sur. xyxy=(11,259,523,273)
article-paragraph: En el norte, en tanto, las comunidades que conviven con la actividad minera han planteado la preocupación por los impactos ambientales y sanitarios de las faenas. Organizaciones ambientales han pedido que la Nueva Constitución incorpore el derecho a un medio ambiente sano y la protección de los ecosistemas como principios fundamentales. xyxy=(11,2165,523,2180)
article-paragraph: Las organizaciones sociales también han destacado que la participación de los territorios no debe limitarse al plebiscito, sino que debe mantenerse durante todo el proceso constituyente. En diversas regiones se han organizado cabildos, asambleas y encuentros donde vecinas y vecinos discuten sus propuestas para el nuevo texto constitucional. xyxy=(11,479,523,493)
article-paragraph: En el norte, en tanto, las comunidades que conviven con la actividad minera han planteado la preocupación por los impactos ambientales y sanitarios de las faenas. Organizaciones ambientales han pedido que la Nueva Constitución incorpore el derecho a un medio ambiente sano y la protección de los ecosistemas como principios fundamentales. xyxy=(11,747,523,761)
article-paragraph: Las voces de los territorios coinciden en que el proceso constituyente debe ser inclusivo y reflejar la diversidad del país. Para ello, señalan, es fundamental asegurar la representación territorial en el órgano que redacte la nueva Carta Magna, así como la paridad de género y la participación de los pueblos originarios. xyxy=(11,2181,523,2195)
article-paragraph: Finalmente, diversos actores destacaron que el debate sobre una Nueva Constitución es una oportunidad histórica para construir un país más justo, equitativo y descentralizado, donde las regiones y comunidades tengan voz en las decisiones que las afectan directamente. xyxy=(11,2197,523,2211)
article-paragraph: Las voces de los territorios coinciden en que el proceso constituyente debe ser inclusivo y reflejar la diversidad del país. Para ello, señalan, es fundamental asegurar la representación territorial en el órgano que redacte la nueva Carta Magna, así como la paridad de género y la participación de los pueblos originarios. xyxy=(11,999,523,1013)
article-paragraph: Desde las regiones se ha planteado que las decisiones sobre el uso del agua, los recursos naturales, la salud, la educación y la vivienda deben considerar las realidades de cada territorio, y no solo la mirada del nivel central. La falta de autonomía de las regiones ha sido una de las críticas más recurrentes. xyxy=(11,841,523,856)
article-paragraph: En el sur del país, comunidades mapuche y organizaciones territoriales han planteado la necesidad de avanzar hacia el reconocimiento constitucional de los pueblos originarios, la plurinacionalidad y la restitución de territorios ancestrales. Según sus representantes, estas demandas históricas no han sido abordadas de manera efectiva por el Estado. xyxy=(11,2071,523,2085)
article-paragraph: Una académica del área de estudios territoriales indicó que una Nueva Constitución podría establecer principios de autonomía financiera, permitir a las regiones recaudar y administrar parte de sus recursos, y fortalecer la participación ciudadana en la toma de decisiones locales. Agregó que la experiencia internacional muestra diversos modelos que podrían ser discutidos. xyxy=(11,920,523,935)
article-paragraph: Las organizaciones sociales también han destacado que la participación de los territorios no debe limitarse al plebiscito, sino que debe mantenerse durante todo el proceso constituyente. En diversas regiones se han organizado cabildos, asambleas y encuentros donde vecinas y vecinos discuten sus propuestas para el nuevo texto constitucional. xyxy=(11,952,523,966)
article-photo xyxy=(341,46,523,163)
article-paragraph: En la Región de Coquimbo, por ejemplo, la crisis hídrica ha afectado profundamente a las comunidades rurales y agrícolas. Dirigentes de la zona señalaron que el actual modelo de propiedad del agua ha beneficiado a grandes empresas en desmedro de pequeños agricultores y comunidades, y que una Nueva Constitución debería reconocer el agua como un derecho humano y un bien nacional de uso público. xyxy=(11,1094,523,1108)
article-paragraph: Una académica del área de estudios territoriales indicó que una Nueva Constitución podría establecer principios de autonomía financiera, permitir a las regiones recaudar y administrar parte de sus recursos, y fortalecer la participación ciudadana en la toma de decisiones locales. Agregó que la experiencia internacional muestra diversos modelos que podrían ser discutidos. xyxy=(11,1866,523,1880)
article-paragraph: En el norte, en tanto, las comunidades que conviven con la actividad minera han planteado la preocupación por los impactos ambientales y sanitarios de las faenas. Organizaciones ambientales han pedido que la Nueva Constitución incorpore el derecho a un medio ambiente sano y la protección de los ecosistemas como principios fundamentales. xyxy=(11,511,523,524)
article-paragraph: Académicos especialistas en descentralización coinciden en que la Constitución vigente establece un Estado unitario con escasas herramientas para que las regiones definan sus propias prioridades. Explican que, si bien se han realizado reformas como la elección de gobernadores regionales, estas no van acompañadas de recursos ni competencias suficientes. xyxy=(11,1614,523,1628)
article-paragraph: Por su parte, autoridades comunales señalaron que los municipios son la primera puerta de acceso del Estado para la ciudadanía, pero cuentan con presupuestos muy dispares. Mientras algunas comunas disponen de altos ingresos, otras dependen casi completamente del Fondo Común Municipal, lo que genera profundas desigualdades en la calidad de los servicios. xyxy=(11,936,523,950)
article-paragraph: Chile es el país más largo del mundo con 4.300 kilómetros de territorio de norte a sur. La diversidad geográfica se expresa también en las zonas que componen nuestro país, ya sea en los territorios rurales, costeros, cordilleranos o fronterizos, cada uno con sus propias particularidades, problemáticas y formas de vida. xyxy=(11,1976,523,1991)
article-paragraph: En este escenario, las comunidades que habitan estos territorios ven en el proceso constituyente una oportunidad para ser escuchadas e incluidas. Para muchas y muchos, la actual Carta Magna, redactada en dictadura, no reconoce la diversidad territorial del país y concentra las decisiones políticas y económicas en la Región Metropolitana. xyxy=(11,337,523,351)
article-paragraph: Las voces de los territorios coinciden en que el proceso constituyente debe ser inclusivo y reflejar la diversidad del país. Para ello, señalan, es fundamental asegurar la representación territorial en el órgano que redacte la nueva Carta Magna, así como la paridad de género y la participación de los pueblos originarios. xyxy=(11,2418,523,2432)
article-paragraph: Por su parte, autoridades comunales señalaron que los municipios son la primera puerta de acceso del Estado para la ciudadanía, pero cuentan con presupuestos muy dispares. Mientras algunas comunas disponen de altos ingresos, otras dependen casi completamente del Fondo Común Municipal, lo que genera profundas desigualdades en la calidad de los servicios. xyxy=(11,227,523,241)
